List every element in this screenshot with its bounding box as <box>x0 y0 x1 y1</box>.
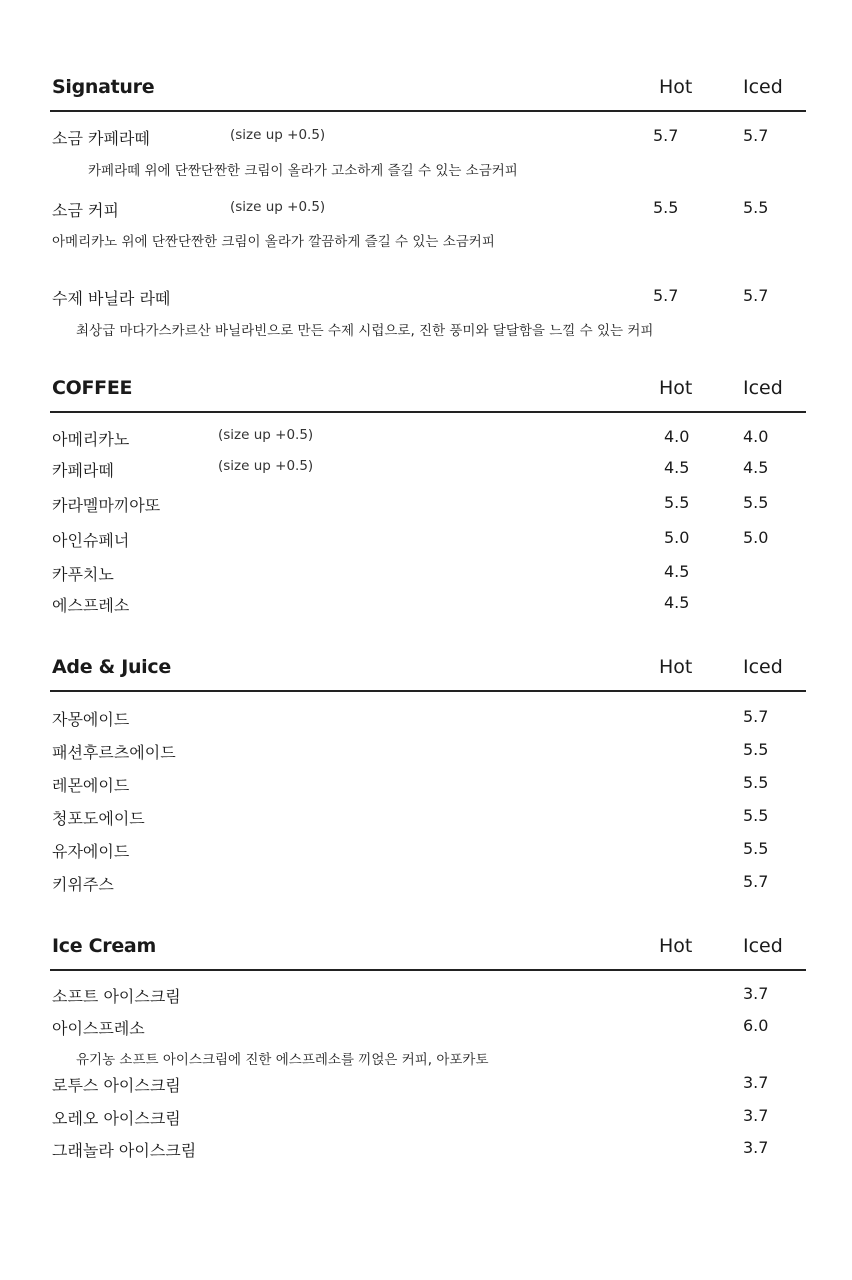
item-name: 카페라떼 <box>52 461 114 480</box>
item-price-iced: 5.5 <box>743 806 769 825</box>
item-name: 그래놀라 아이스크림 <box>52 1141 197 1160</box>
item-name: 소금 커피 <box>52 201 119 220</box>
item-description: 유기농 소프트 아이스크림에 진한 에스프레소를 끼얹은 커피, 아포카토 <box>76 1052 489 1068</box>
item-price-iced: 6.0 <box>743 1016 769 1035</box>
section-title: Signature <box>52 76 155 98</box>
menu-item <box>50 872 806 896</box>
item-name: 아이스프레소 <box>52 1019 145 1038</box>
item-name: 로투스 아이스크림 <box>52 1076 181 1095</box>
item-description: 최상급 마다가스카르산 바닐라빈으로 만든 수제 시럽으로, 진한 풍미와 달달함을 느낄 수 있는 커피 <box>76 323 654 339</box>
item-price-iced: 5.7 <box>743 707 769 726</box>
item-name: 청포도에이드 <box>52 809 145 828</box>
hot-column-label: Hot <box>659 656 693 678</box>
item-price-iced: 3.7 <box>743 1106 769 1125</box>
item-name: 레몬에이드 <box>52 776 130 795</box>
item-price-hot: 5.5 <box>653 198 679 217</box>
section-header <box>50 650 806 692</box>
iced-column-label: Iced <box>743 656 783 678</box>
item-price-iced: 3.7 <box>743 984 769 1003</box>
item-name: 키위주스 <box>52 875 114 894</box>
section-header <box>50 371 806 413</box>
size-up-note: (size up +0.5) <box>218 458 314 474</box>
item-price-hot: 5.7 <box>653 286 679 305</box>
item-name: 아인슈페너 <box>52 531 130 550</box>
hot-column-label: Hot <box>659 935 693 957</box>
item-price-iced: 3.7 <box>743 1138 769 1157</box>
menu-item <box>50 1073 806 1097</box>
item-price-iced: 5.5 <box>743 740 769 759</box>
item-name: 에스프레소 <box>52 596 130 615</box>
section-ade-juice <box>50 650 806 894</box>
menu-item <box>50 593 806 617</box>
menu-item <box>50 839 806 863</box>
section-title: COFFEE <box>52 377 133 399</box>
size-up-note: (size up +0.5) <box>230 127 326 143</box>
hot-column-label: Hot <box>659 377 693 399</box>
item-price-hot: 4.5 <box>664 562 690 581</box>
item-name: 자몽에이드 <box>52 710 130 729</box>
item-name: 패션후르츠에이드 <box>52 743 176 762</box>
section-signature <box>50 70 806 339</box>
menu-item <box>50 562 806 586</box>
iced-column-label: Iced <box>743 935 783 957</box>
menu-item <box>50 740 806 764</box>
item-name: 카라멜마끼아또 <box>52 496 161 515</box>
item-name: 아메리카노 <box>52 430 130 449</box>
item-price-iced: 5.5 <box>743 773 769 792</box>
menu-item <box>50 773 806 797</box>
menu-item <box>50 1138 806 1162</box>
section-title: Ice Cream <box>52 935 156 957</box>
item-price-iced: 3.7 <box>743 1073 769 1092</box>
section-title: Ade & Juice <box>52 656 171 678</box>
item-name: 유자에이드 <box>52 842 130 861</box>
menu-item <box>50 286 806 310</box>
menu-item <box>50 198 806 222</box>
menu-item <box>50 427 806 451</box>
item-price-iced: 5.7 <box>743 872 769 891</box>
menu-item <box>50 1016 806 1040</box>
menu-item <box>50 126 806 150</box>
item-price-hot: 5.0 <box>664 528 690 547</box>
section-header <box>50 70 806 112</box>
item-name: 소금 카페라떼 <box>52 129 150 148</box>
item-price-iced: 4.5 <box>743 458 769 477</box>
item-price-hot: 4.5 <box>664 458 690 477</box>
size-up-note: (size up +0.5) <box>230 199 326 215</box>
item-price-iced: 5.5 <box>743 839 769 858</box>
item-name: 카푸치노 <box>52 565 114 584</box>
section-ice-cream <box>50 929 806 1160</box>
item-name: 수제 바닐라 라떼 <box>52 289 171 308</box>
item-price-iced: 5.7 <box>743 286 769 305</box>
menu-item <box>50 458 806 482</box>
item-price-hot: 4.0 <box>664 427 690 446</box>
menu-item <box>50 984 806 1008</box>
menu-item <box>50 707 806 731</box>
menu-item <box>50 493 806 517</box>
menu-item <box>50 806 806 830</box>
item-price-iced: 4.0 <box>743 427 769 446</box>
item-price-iced: 5.0 <box>743 528 769 547</box>
item-description: 카페라떼 위에 단짠단짠한 크림이 올라가 고소하게 즐길 수 있는 소금커피 <box>88 163 518 179</box>
item-description: 아메리카노 위에 단짠단짠한 크림이 올라가 깔끔하게 즐길 수 있는 소금커피 <box>52 234 495 250</box>
item-price-iced: 5.7 <box>743 126 769 145</box>
menu-item <box>50 528 806 552</box>
iced-column-label: Iced <box>743 377 783 399</box>
item-price-hot: 4.5 <box>664 593 690 612</box>
section-coffee <box>50 371 806 615</box>
item-price-iced: 5.5 <box>743 493 769 512</box>
iced-column-label: Iced <box>743 76 783 98</box>
section-header <box>50 929 806 971</box>
item-name: 소프트 아이스크림 <box>52 987 181 1006</box>
item-price-iced: 5.5 <box>743 198 769 217</box>
hot-column-label: Hot <box>659 76 693 98</box>
item-price-hot: 5.5 <box>664 493 690 512</box>
menu-item <box>50 1106 806 1130</box>
size-up-note: (size up +0.5) <box>218 427 314 443</box>
item-name: 오레오 아이스크림 <box>52 1109 181 1128</box>
item-price-hot: 5.7 <box>653 126 679 145</box>
